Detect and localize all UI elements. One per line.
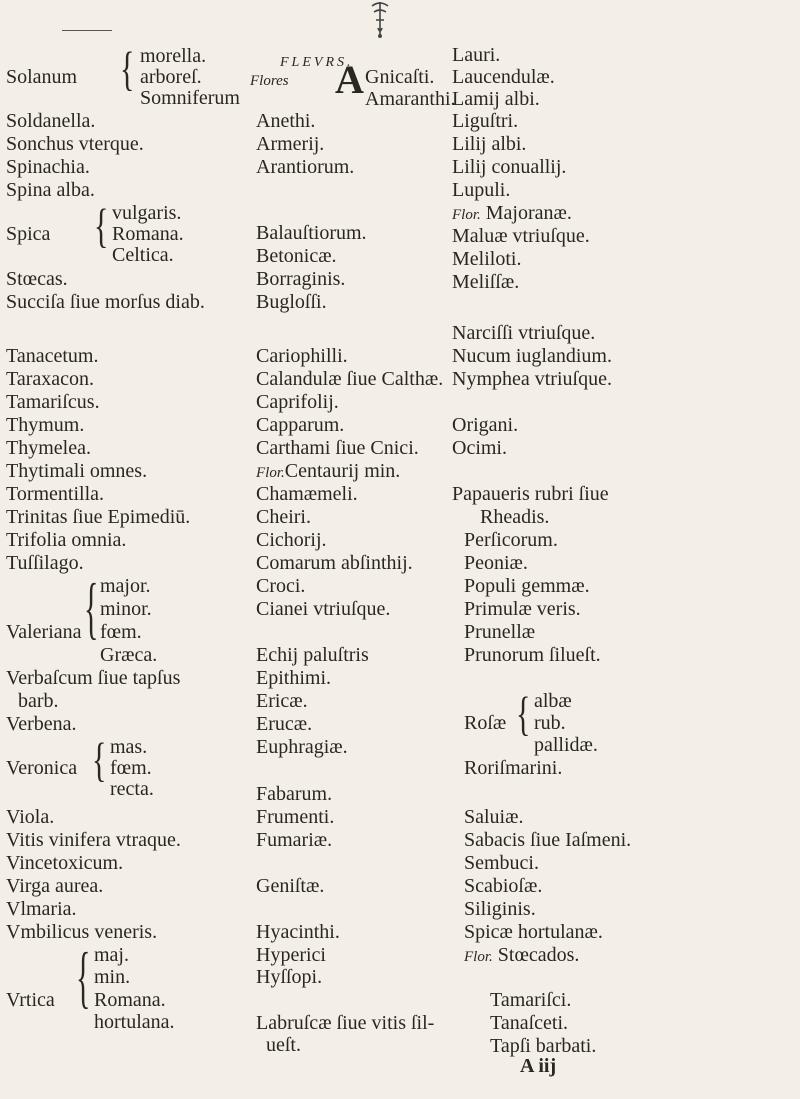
entry: Tanaſceti. (490, 1012, 568, 1034)
signature-mark: A iij (520, 1055, 557, 1077)
entry: Tormentilla. (6, 483, 105, 505)
rosae-label: Roſæ (464, 712, 507, 734)
entry: Geniſtæ. (256, 875, 325, 897)
entry: Majoranæ. (485, 202, 572, 224)
entry: Vlmaria. (6, 898, 77, 920)
vrtica-item-2: min. (94, 966, 131, 988)
veronica-label: Veronica (6, 757, 78, 779)
entry: Liguſtri. (452, 110, 519, 132)
entry: Croci. (256, 575, 306, 597)
entry: Fumariæ. (256, 829, 333, 851)
entry: Populi gemmæ. (464, 575, 590, 597)
entry: Origani. (452, 414, 519, 436)
veronica-item-2: fœm. (110, 757, 152, 779)
header-title: FLEVRS. (280, 55, 354, 70)
brace-icon: { (92, 733, 107, 787)
solanum-item-1: morella. (140, 45, 207, 67)
entry: Vmbilicus veneris. (6, 921, 158, 943)
top-rule (62, 30, 112, 31)
entry: Tamariſci. (490, 989, 572, 1011)
entry: Prunorum ſilueſt. (464, 644, 601, 666)
entry: Bugloſſi. (256, 291, 327, 313)
rosae-item-2: rub. (534, 712, 566, 734)
entry: Trinitas ſiue Epimediū. (6, 506, 191, 528)
entry: Trifolia omnia. (6, 529, 127, 551)
entry: Stœcados. (497, 944, 580, 966)
fleuron-ornament-icon (366, 0, 394, 38)
flor-entry (452, 202, 572, 226)
valeriana-item-2: minor. (100, 598, 152, 620)
flor-entry (464, 944, 579, 968)
flor-entry (256, 460, 400, 484)
entry: Spina alba. (6, 179, 95, 201)
solanum-item-2: arboreſ. (140, 66, 202, 88)
spica-item-3: Celtica. (112, 244, 174, 266)
entry: Capparum. (256, 414, 345, 436)
entry: Vitis vinifera vtraque. (6, 829, 181, 851)
entry: Balauſtiorum. (256, 222, 367, 244)
flores-label: Flores (250, 73, 289, 89)
entry: Siliginis. (464, 898, 536, 920)
valeriana-label: Valeriana (6, 621, 82, 643)
entry: Chamæmeli. (256, 483, 358, 505)
solanum-label: Solanum (6, 66, 78, 88)
entry: Thymum. (6, 414, 85, 436)
flor-label: Flor. (464, 949, 493, 965)
entry: Carthami ſiue Cnici. (256, 437, 419, 459)
entry: Thytimali omnes. (6, 460, 148, 482)
vrtica-item-4: hortulana. (94, 1011, 175, 1033)
entry: Scabioſæ. (464, 875, 543, 897)
entry: Verbena. (6, 713, 77, 735)
spica-item-2: Romana. (112, 223, 184, 245)
entry: Cichorij. (256, 529, 327, 551)
entry: Epithimi. (256, 667, 331, 689)
decorated-initial: A (335, 57, 364, 102)
entry: Ericæ. (256, 690, 308, 712)
entry: Taraxacon. (6, 368, 94, 390)
entry: Cariophilli. (256, 345, 348, 367)
entry: barb. (18, 690, 59, 712)
valeriana-item-4: Græca. (100, 644, 158, 666)
entry: Euphragiæ. (256, 736, 348, 758)
entry: Maluæ vtriuſque. (452, 225, 590, 247)
flor-label: Flor. (256, 465, 285, 481)
entry: Betonicæ. (256, 245, 337, 267)
entry: Amaranthi. (365, 88, 456, 110)
entry: Vincetoxicum. (6, 852, 124, 874)
entry: Gnicaſti. (365, 66, 435, 88)
veronica-item-1: mas. (110, 736, 148, 758)
entry: Verbaſcum ſiue tapſus (6, 667, 181, 689)
entry: Viola. (6, 806, 55, 828)
entry: Comarum abſinthij. (256, 552, 413, 574)
valeriana-item-1: major. (100, 575, 151, 597)
entry: Peoniæ. (464, 552, 528, 574)
rosae-item-1: albæ (534, 690, 572, 712)
entry: Hyperici (256, 944, 326, 966)
entry: Tanacetum. (6, 345, 99, 367)
solanum-item-3: Somniferum (140, 87, 240, 109)
entry: Nucum iuglandium. (452, 345, 612, 367)
veronica-item-3: recta. (110, 778, 154, 800)
rosae-item-3: pallidæ. (534, 734, 598, 756)
entry: Soldanella. (6, 110, 96, 132)
entry: Succiſa ſiue morſus diab. (6, 291, 205, 313)
entry: Spinachia. (6, 156, 90, 178)
entry: Nymphea vtriuſque. (452, 368, 612, 390)
brace-icon: { (120, 42, 135, 96)
entry: Lamij albi. (452, 88, 540, 110)
entry: Tapſi barbati. (490, 1035, 597, 1057)
entry: Calandulæ ſiue Calthæ. (256, 368, 444, 390)
valeriana-item-3: fœm. (100, 621, 142, 643)
entry: Cheiri. (256, 506, 311, 528)
entry: Papaueris rubri ſiue (452, 483, 609, 505)
entry: Caprifolij. (256, 391, 339, 413)
brace-icon: { (94, 199, 109, 253)
entry: Centaurij min. (284, 460, 401, 482)
entry: Sonchus vterque. (6, 133, 144, 155)
brace-icon: { (516, 687, 531, 741)
entry: Roriſmarini. (464, 757, 563, 779)
entry: Tamariſcus. (6, 391, 100, 413)
entry: Echij paluſtris (256, 644, 369, 666)
entry: Armerij. (256, 133, 325, 155)
entry: Anethi. (256, 110, 316, 132)
spica-item-1: vulgaris. (112, 202, 182, 224)
vrtica-item-3: Romana. (94, 989, 166, 1011)
vrtica-item-1: maj. (94, 944, 129, 966)
entry: Laucendulæ. (452, 66, 555, 88)
vrtica-label: Vrtica (6, 989, 55, 1011)
entry: Tuſſilago. (6, 552, 84, 574)
entry: Ocimi. (452, 437, 507, 459)
entry: Narciſſi vtriuſque. (452, 322, 596, 344)
entry: ueſt. (266, 1034, 301, 1056)
entry: Cianei vtriuſque. (256, 598, 391, 620)
entry: Lilij albi. (452, 133, 527, 155)
entry: Spicæ hortulanæ. (464, 921, 603, 943)
entry: Meliſſæ. (452, 271, 520, 293)
entry: Meliloti. (452, 248, 522, 270)
entry: Thymelea. (6, 437, 91, 459)
entry: Sembuci. (464, 852, 539, 874)
entry: Lilij conuallij. (452, 156, 567, 178)
entry: Hyacinthi. (256, 921, 340, 943)
entry: Arantiorum. (256, 156, 355, 178)
entry: Rheadis. (480, 506, 550, 528)
spica-label: Spica (6, 223, 51, 245)
entry: Hyſſopi. (256, 966, 323, 988)
entry: Sabacis ſiue Iaſmeni. (464, 829, 632, 851)
entry: Frumenti. (256, 806, 335, 828)
entry: Primulæ veris. (464, 598, 581, 620)
entry: Fabarum. (256, 783, 333, 805)
brace-icon: { (84, 571, 99, 648)
entry: Prunellæ (464, 621, 536, 643)
entry: Perſicorum. (464, 529, 558, 551)
entry: Stœcas. (6, 268, 68, 290)
brace-icon: { (76, 940, 91, 1017)
flor-label: Flor. (452, 207, 481, 223)
entry: Lupuli. (452, 179, 511, 201)
entry: Borraginis. (256, 268, 346, 290)
entry: Virga aurea. (6, 875, 104, 897)
entry: Labruſcæ ſiue vitis ſil- (256, 1012, 435, 1034)
entry: Erucæ. (256, 713, 313, 735)
entry: Saluiæ. (464, 806, 524, 828)
entry: Lauri. (452, 44, 501, 66)
